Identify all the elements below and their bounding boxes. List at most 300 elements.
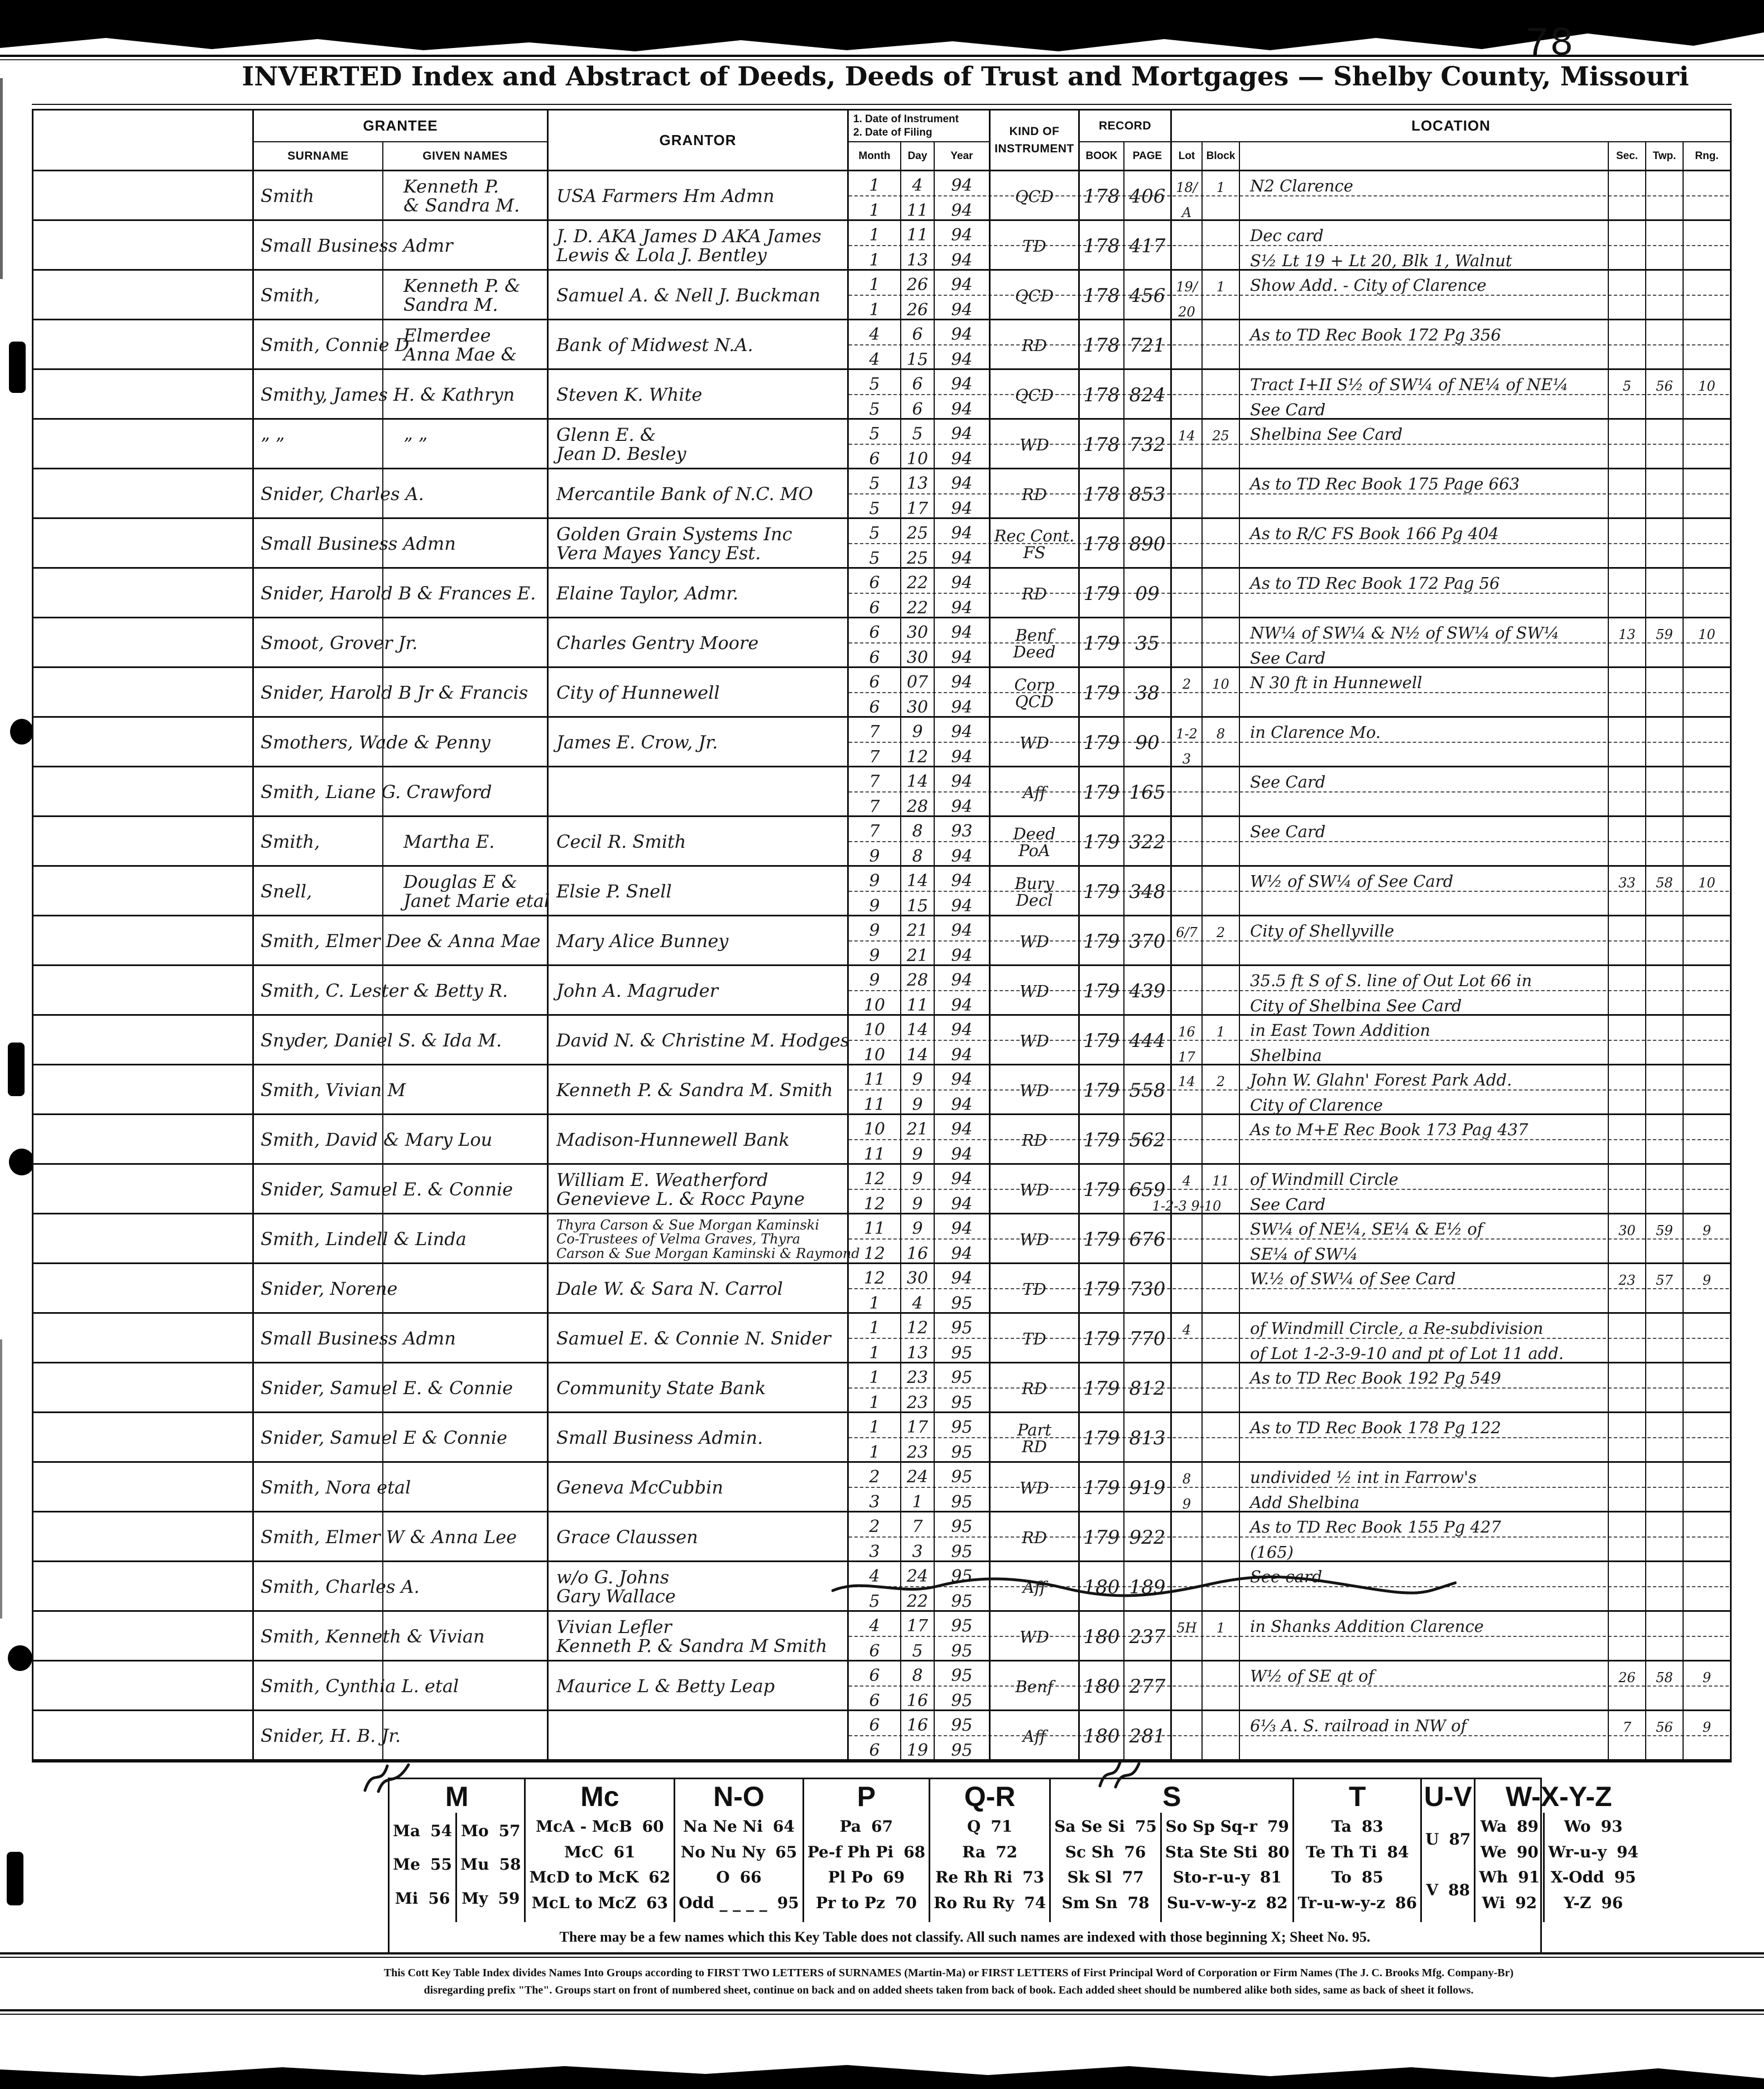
given-names-text: Kenneth P.	[403, 176, 499, 198]
day-filing: 10	[906, 449, 929, 469]
cell-surname	[254, 171, 383, 222]
lot-value2	[1172, 1240, 1201, 1265]
cell-record-page	[1124, 171, 1172, 222]
key-entry: U 87	[1425, 1830, 1471, 1848]
day-instrument: 24	[906, 1567, 929, 1586]
cell-day	[901, 1413, 935, 1463]
surname-text: Smith, Liane G. Crawford	[261, 781, 492, 803]
cell-sec	[1609, 618, 1646, 669]
cell-given-names	[383, 271, 549, 321]
cell-record-page	[1124, 1214, 1172, 1265]
cell-sec	[1609, 320, 1646, 371]
day-instrument: 25	[906, 524, 929, 543]
month-filing: 6	[869, 1741, 880, 1760]
rng-value	[1684, 1512, 1730, 1538]
lot-value	[1172, 469, 1201, 494]
hole-punch	[10, 719, 33, 745]
rng-value	[1684, 718, 1730, 743]
cell-kind-of-instrument	[991, 916, 1080, 967]
scan-streak	[0, 55, 1764, 57]
page-number-value: 721	[1129, 334, 1166, 357]
scan-streak	[0, 1339, 2, 1619]
rng-value	[1684, 916, 1730, 942]
cell-twp	[1646, 1661, 1684, 1712]
cell-day	[901, 1612, 935, 1662]
year-instrument: 95	[951, 1517, 973, 1536]
cell-day	[901, 618, 935, 669]
cell-twp	[1646, 767, 1684, 818]
sec-value	[1609, 668, 1645, 693]
key-entry: O 66	[716, 1868, 762, 1887]
rng-value: 9	[1702, 1223, 1712, 1238]
twp-value: 56	[1656, 378, 1673, 394]
cell-sec	[1609, 1065, 1646, 1116]
grantor-text: Glenn E. &	[556, 424, 656, 446]
header-margin-column	[33, 111, 254, 170]
cell-given-names	[383, 1661, 549, 1712]
day-filing: 19	[906, 1741, 929, 1760]
month-filing: 1	[869, 201, 880, 220]
cell-surname	[254, 966, 508, 1016]
month-instrument: 1	[869, 1318, 880, 1338]
cell-year	[935, 1314, 991, 1364]
cell-twp	[1646, 668, 1684, 718]
day-instrument: 4	[912, 176, 923, 195]
block-value	[1203, 370, 1239, 395]
kind-text: Part	[1017, 1420, 1052, 1439]
location-line2	[1240, 1438, 1608, 1463]
cell-kind-of-instrument	[991, 1214, 1080, 1265]
cell-grantor	[549, 1264, 849, 1314]
cell-lot	[1172, 1314, 1203, 1364]
key-entry: Mi 56	[395, 1889, 450, 1908]
cell-block	[1203, 1016, 1240, 1066]
month-filing: 3	[869, 1492, 880, 1512]
day-filing: 8	[912, 847, 923, 866]
year-instrument: 94	[951, 524, 973, 543]
cell-margin	[33, 519, 254, 569]
key-entry: Y-Z 96	[1564, 1893, 1623, 1912]
cell-block	[1203, 966, 1240, 1016]
surname-text: Snider, Samuel E & Connie	[261, 1427, 507, 1449]
twp-value	[1646, 519, 1683, 544]
header-location-blank	[1240, 142, 1609, 170]
twp-value	[1646, 966, 1683, 991]
cell-rng	[1684, 1115, 1730, 1165]
cell-margin	[33, 1115, 254, 1165]
cell-lot	[1172, 1264, 1203, 1314]
horizontal-rule	[0, 2009, 1764, 2011]
rng-value: 9	[1702, 1670, 1712, 1685]
location-line2	[1240, 594, 1608, 619]
month-instrument: 5	[869, 374, 880, 394]
rng-value	[1684, 767, 1730, 793]
month-instrument: 1	[869, 1418, 880, 1437]
cell-margin	[33, 867, 254, 917]
book-number: 179	[1083, 1228, 1120, 1251]
surname-text: Smith,	[261, 831, 320, 853]
cell-block	[1203, 817, 1240, 867]
cell-grantor	[549, 1413, 849, 1463]
cell-record-page	[1124, 867, 1172, 917]
location-line2	[1240, 743, 1608, 768]
day-filing: 15	[906, 896, 929, 916]
cell-block	[1203, 1065, 1240, 1116]
day-filing: 15	[906, 350, 929, 369]
sec-value	[1609, 1413, 1645, 1438]
kind-text: WD	[1019, 981, 1050, 1001]
rng-value	[1684, 1463, 1730, 1488]
month-instrument: 9	[869, 921, 880, 940]
cell-surname	[254, 370, 515, 420]
year-filing: 94	[951, 598, 973, 618]
cell-kind-of-instrument	[991, 1463, 1080, 1513]
block-value: 8	[1216, 726, 1225, 742]
surname-text: Smith, Nora etal	[261, 1477, 411, 1499]
location-line2: Shelbina	[1250, 1046, 1322, 1065]
month-filing: 3	[869, 1542, 880, 1562]
surname-text: ” ”	[261, 434, 285, 455]
hole-punch	[8, 1645, 32, 1671]
day-filing: 30	[906, 698, 929, 717]
cell-lot	[1172, 817, 1203, 867]
block-value	[1203, 1314, 1239, 1339]
cell-record-page	[1124, 966, 1172, 1016]
cell-sec	[1609, 469, 1646, 520]
cell-rng	[1684, 320, 1730, 371]
block-value: 25	[1212, 428, 1229, 444]
key-entry: Wi 92	[1482, 1893, 1537, 1912]
page-number-value: 732	[1129, 434, 1166, 456]
cell-block	[1203, 1413, 1240, 1463]
header-given-names: GIVEN NAMES	[383, 142, 549, 170]
cell-given-names	[383, 370, 549, 420]
given-names-text2: Anna Mae &	[403, 344, 517, 365]
cell-surname	[254, 1413, 507, 1463]
ledger-entry	[33, 271, 1730, 320]
cell-year	[935, 618, 991, 669]
key-entry: Mo 57	[460, 1821, 521, 1840]
month-filing: 6	[869, 598, 880, 618]
key-cols	[930, 1813, 1049, 1922]
twp-value: 58	[1656, 875, 1673, 891]
month-filing: 1	[869, 300, 880, 320]
lot-value: 16	[1178, 1024, 1195, 1040]
cell-year	[935, 370, 991, 420]
lot-value2: 3	[1182, 751, 1191, 767]
sec-value: 23	[1618, 1272, 1636, 1288]
cell-rng	[1684, 966, 1730, 1016]
cell-year	[935, 420, 991, 470]
cell-day	[901, 916, 935, 967]
day-filing: 11	[906, 201, 929, 220]
lot-value	[1172, 1264, 1201, 1289]
lot-value2	[1172, 494, 1201, 520]
cell-surname	[254, 519, 456, 569]
book-number: 179	[1083, 881, 1120, 903]
key-group	[1475, 1779, 1642, 1922]
cell-margin	[33, 668, 254, 718]
cell-sec	[1609, 1562, 1646, 1612]
page-number-value: 370	[1129, 930, 1166, 953]
rng-value	[1684, 1165, 1730, 1190]
cell-lot	[1172, 1115, 1203, 1165]
key-group-header: P	[857, 1781, 876, 1812]
sec-value: 33	[1618, 875, 1636, 891]
twp-value	[1646, 1413, 1683, 1438]
year-instrument: 95	[951, 1716, 973, 1735]
cell-kind-of-instrument	[991, 569, 1080, 619]
location-line1: of Windmill Circle, a Re-subdivision	[1250, 1319, 1544, 1338]
key-entry: Su-v-w-y-z 82	[1166, 1893, 1288, 1912]
lot-value2	[1172, 1687, 1201, 1712]
cell-block	[1203, 320, 1240, 371]
ledger-entry	[33, 668, 1730, 718]
cell-year	[935, 1016, 991, 1066]
lot-value2: 20	[1178, 304, 1195, 320]
page-number-value: 348	[1129, 881, 1166, 903]
rng-value	[1684, 966, 1730, 991]
key-entry: No Nu Ny 65	[680, 1842, 797, 1861]
day-filing: 16	[906, 1691, 929, 1711]
twp-value	[1646, 718, 1683, 743]
location-line2: See Card	[1250, 649, 1326, 667]
month-filing: 12	[863, 1244, 886, 1264]
location-line1: 35.5 ft S of S. line of Out Lot 66 in	[1250, 971, 1532, 990]
cell-day	[901, 1512, 935, 1563]
year-instrument: 94	[951, 1120, 973, 1139]
cell-day	[901, 171, 935, 222]
twp-value: 58	[1656, 1670, 1673, 1685]
year-instrument: 94	[951, 573, 973, 593]
ledger-entry	[33, 618, 1730, 668]
book-number: 179	[1083, 1477, 1120, 1499]
cell-surname	[254, 916, 541, 967]
cell-twp	[1646, 718, 1684, 768]
cell-record-page	[1124, 668, 1172, 718]
ledger-entry	[33, 817, 1730, 867]
cell-rng	[1684, 1065, 1730, 1116]
location-line2: See Card	[1250, 400, 1326, 419]
cell-margin	[33, 1661, 254, 1712]
cell-month	[849, 171, 901, 222]
lot-value: 5H	[1176, 1620, 1197, 1636]
block-value	[1203, 867, 1239, 892]
cell-rng	[1684, 618, 1730, 669]
lot-value2	[1172, 345, 1201, 371]
kind-text: RD	[1021, 1379, 1047, 1398]
cell-twp	[1646, 618, 1684, 669]
key-entry: X-Odd 95	[1550, 1868, 1636, 1887]
cell-margin	[33, 1413, 254, 1463]
surname-text: Smith, Kenneth & Vivian	[261, 1626, 485, 1648]
book-number: 178	[1083, 285, 1120, 307]
cell-surname	[254, 420, 383, 470]
cell-sec	[1609, 171, 1646, 222]
cell-given-names	[383, 966, 549, 1016]
twp-value	[1646, 1165, 1683, 1190]
cell-rng	[1684, 420, 1730, 470]
page-number-value: 322	[1129, 831, 1166, 853]
twp-value	[1646, 271, 1683, 296]
book-number: 178	[1083, 334, 1120, 357]
cell-year	[935, 1661, 991, 1712]
location-line2	[1240, 494, 1608, 520]
month-instrument: 6	[869, 573, 880, 593]
lot-value2	[1172, 842, 1201, 867]
location-line1: See Card	[1250, 772, 1326, 791]
key-group-header: S	[1162, 1781, 1181, 1812]
key-entry: McC 61	[564, 1842, 636, 1861]
year-filing: 94	[951, 648, 973, 667]
cell-kind-of-instrument	[991, 966, 1080, 1016]
day-instrument: 9	[912, 1219, 923, 1238]
twp-value	[1646, 817, 1683, 842]
cell-year	[935, 718, 991, 768]
lot-value2	[1172, 544, 1201, 569]
kind-text: WD	[1019, 1180, 1050, 1199]
ledger-entry	[33, 718, 1730, 767]
cell-twp	[1646, 1214, 1684, 1265]
page-number-value: 730	[1129, 1278, 1166, 1300]
twp-value	[1646, 420, 1683, 445]
location-line1: W.½ of SW¼ of See Card	[1250, 1269, 1456, 1288]
lot-value	[1172, 1214, 1201, 1240]
pen-strike-mark	[831, 1574, 1457, 1600]
cell-given-names	[383, 618, 549, 669]
cell-record-page	[1124, 1016, 1172, 1066]
location-line2	[1240, 544, 1608, 569]
ledger-entry	[33, 1065, 1730, 1115]
key-subcolumn	[1543, 1813, 1642, 1922]
ledger-entry	[33, 1363, 1730, 1413]
cell-grantor	[549, 1214, 860, 1265]
surname-text: Smith, C. Lester & Betty R.	[261, 980, 508, 1002]
cell-margin	[33, 1463, 254, 1513]
kind-text: RD	[1021, 584, 1047, 603]
rng-value	[1684, 1413, 1730, 1438]
cell-year	[935, 519, 991, 569]
month-filing: 6	[869, 698, 880, 717]
cell-rng	[1684, 171, 1730, 222]
block-value	[1203, 519, 1239, 544]
grantor-text: Elaine Taylor, Admr.	[556, 583, 739, 604]
sec-value: 30	[1618, 1223, 1636, 1238]
year-filing: 94	[951, 350, 973, 369]
cell-record-page	[1124, 569, 1172, 619]
cell-location	[1240, 1115, 1609, 1165]
page-number-value: 439	[1129, 980, 1166, 1002]
cell-month	[849, 1413, 901, 1463]
cell-kind-of-instrument	[991, 1711, 1080, 1761]
location-line1: in East Town Addition	[1250, 1021, 1431, 1040]
year-filing: 94	[951, 300, 973, 320]
key-subcolumn	[804, 1813, 929, 1922]
cell-grantor	[549, 867, 849, 917]
cell-month	[849, 1165, 901, 1215]
cell-rng	[1684, 271, 1730, 321]
cell-day	[901, 1264, 935, 1314]
cell-block	[1203, 767, 1240, 818]
cell-given-names	[383, 718, 549, 768]
rng-value	[1684, 1562, 1730, 1587]
grantor-text: William E. Weatherford	[556, 1169, 768, 1191]
horizontal-rule	[0, 1957, 1764, 1958]
lot-value	[1172, 1711, 1201, 1736]
key-table	[388, 1778, 1639, 1952]
lot-value2	[1172, 1389, 1201, 1414]
cell-record-page	[1124, 469, 1172, 520]
cell-month	[849, 370, 901, 420]
cell-block	[1203, 1661, 1240, 1712]
sec-value	[1609, 1065, 1645, 1091]
cell-month	[849, 1264, 901, 1314]
cell-day	[901, 1711, 935, 1761]
key-entry: Sta Ste Sti 80	[1165, 1842, 1290, 1861]
twp-value	[1646, 1115, 1683, 1140]
location-line1: See card	[1250, 1567, 1323, 1586]
page-number-value: 90	[1135, 732, 1160, 754]
rng-value	[1684, 271, 1730, 296]
cell-location	[1240, 916, 1609, 967]
cell-sec	[1609, 519, 1646, 569]
ledger-entry	[33, 1264, 1730, 1314]
grantor-text: Elsie P. Snell	[556, 881, 672, 902]
page-number-value: 562	[1129, 1129, 1166, 1151]
cell-location	[1240, 1065, 1609, 1116]
book-number: 179	[1083, 1278, 1120, 1300]
cell-lot	[1172, 867, 1203, 917]
cell-margin	[33, 718, 254, 768]
ledger-entry	[33, 1463, 1730, 1512]
key-cols	[526, 1813, 674, 1922]
fine-print-line1: This Cott Key Table Index divides Names Into Groups according to FIRST TWO LETTERS of SURNAMES (Martin-Ma) or FIRST LETTERS of First Principal Word of Corporation or Firm Names (The J. C. Brooks Mfg. Company-Br)	[383, 1967, 1514, 1979]
day-instrument: 14	[906, 772, 929, 791]
location-line2: City of Shelbina See Card	[1250, 996, 1462, 1015]
cell-record-book	[1080, 569, 1124, 619]
lot-value2: A	[1181, 205, 1192, 220]
key-entry: Sa Se Si 75	[1054, 1817, 1157, 1836]
key-entry: Pa 67	[839, 1817, 893, 1836]
cell-record-book	[1080, 1165, 1124, 1215]
grantor-text: Steven K. White	[556, 384, 703, 406]
cell-month	[849, 767, 901, 818]
kind-text2: QCD	[1015, 692, 1054, 711]
ledger-entry	[33, 1016, 1730, 1065]
lot-value	[1172, 1363, 1201, 1389]
cell-kind-of-instrument	[991, 668, 1080, 718]
cell-surname	[254, 1612, 485, 1662]
month-filing: 11	[863, 1095, 886, 1115]
book-number: 179	[1083, 930, 1120, 953]
sec-value	[1609, 817, 1645, 842]
cell-twp	[1646, 1264, 1684, 1314]
sec-value	[1609, 1612, 1645, 1637]
lot-value2	[1172, 1637, 1201, 1662]
kind-text: Deed	[1013, 824, 1056, 843]
sec-value: 7	[1622, 1720, 1632, 1735]
kind-text2: Deed	[1013, 642, 1056, 661]
cell-month	[849, 867, 901, 917]
location-line2: See Card	[1250, 1195, 1326, 1214]
cell-record-book	[1080, 1363, 1124, 1414]
cell-lot	[1172, 1016, 1203, 1066]
cell-rng	[1684, 767, 1730, 818]
surname-text: Small Business Admn	[261, 1328, 456, 1350]
grantor-text: Mary Alice Bunney	[556, 930, 729, 952]
kind-text: Aff	[1022, 1577, 1046, 1597]
cell-sec	[1609, 767, 1646, 818]
